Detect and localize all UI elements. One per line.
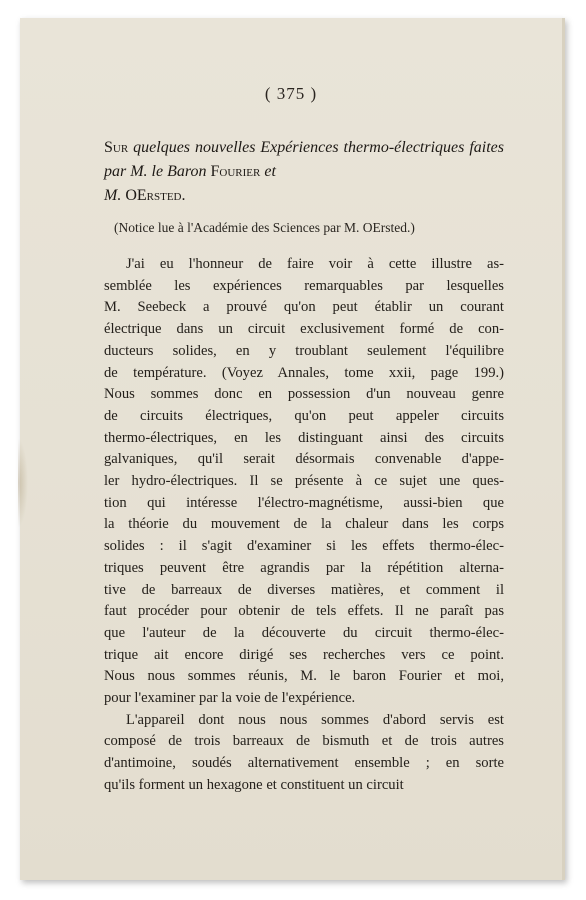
text-line: J'ai eu l'honneur de faire voir à cette illustre as- xyxy=(126,256,504,272)
text-line: ler hydro-électriques. Il se présente à ce sujet une ques- xyxy=(104,473,504,490)
text-line: tion qui intéresse l'électro-magnétisme, aussi-bien que xyxy=(104,494,504,511)
text-line: de circuits électriques, qu'on peut appeler circuits xyxy=(104,407,504,424)
text-line: composé de trois barreaux de bismuth et de trois autres xyxy=(104,733,504,750)
title-name-oersted: OErsted. xyxy=(125,187,186,204)
text-line: pour l'examiner par la voie de l'expérience. xyxy=(104,690,356,707)
text-line: galvaniques, qu'il serait désormais convenable d'appe- xyxy=(104,451,504,468)
text-line: faut procéder pour obtenir de tels effets. Il ne paraît pas xyxy=(104,603,504,620)
text-line: Nous nous sommes réunis, M. le baron Fourier et moi, xyxy=(104,668,504,685)
page-stain xyxy=(18,438,28,528)
text-line: L'appareil dont nous nous sommes d'abord servis est xyxy=(126,711,504,728)
text-line: de température. (Voyez Annales, tome xxii, page 199.) xyxy=(104,364,504,381)
text-line: ducteurs solides, en y troublant seulement l'équilibre xyxy=(104,342,504,359)
text-line: qu'ils forment un hexagone et constituent un circuit xyxy=(104,776,404,793)
article-subtitle: (Notice lue à l'Académie des Sciences par M. OErsted.) xyxy=(114,220,415,235)
paragraph-1 xyxy=(104,254,504,710)
text-line: électrique dans un circuit exclusivement formé de con- xyxy=(104,321,504,338)
text-line: tive de barreaux de diverses matières, et comment il xyxy=(104,581,504,598)
text-line: M. Seebeck a prouvé qu'on peut établir un courant xyxy=(104,299,504,316)
article-body xyxy=(104,254,504,797)
text-line: trique ait encore dirigé ses recherches vers ce point. xyxy=(104,646,504,663)
text-line: d'antimoine, soudés alternativement ensemble ; en sorte xyxy=(104,755,504,772)
text-line: semblée les expériences remarquables par lesquelles xyxy=(104,277,504,294)
text-line: thermo-électriques, en les distinguant ainsi des circuits xyxy=(104,429,504,446)
text-line: Nous sommes donc en possession d'un nouveau genre xyxy=(104,386,504,403)
text-line: la théorie du mouvement de la chaleur dans les corps xyxy=(104,516,504,533)
title-italic-2: et xyxy=(264,163,276,180)
text-line: solides : il s'agit d'examiner si les effets thermo-élec- xyxy=(104,538,504,555)
title-name-fourier: Fourier xyxy=(210,163,261,180)
document-page xyxy=(20,18,565,880)
article-title xyxy=(104,136,504,208)
text-line: que l'auteur de la découverte du circuit thermo-élec- xyxy=(104,624,504,641)
title-italic-1: quelques nouvelles Expériences thermo-électriques faites par M. le Baron xyxy=(104,139,504,180)
page-number: ( 375 ) xyxy=(264,84,318,103)
paragraph-2 xyxy=(104,710,504,797)
title-italic-3: M. xyxy=(104,187,122,204)
text-line: triques peuvent être agrandis par la répétition alterna- xyxy=(104,559,504,576)
title-lead: Sur xyxy=(104,139,129,156)
